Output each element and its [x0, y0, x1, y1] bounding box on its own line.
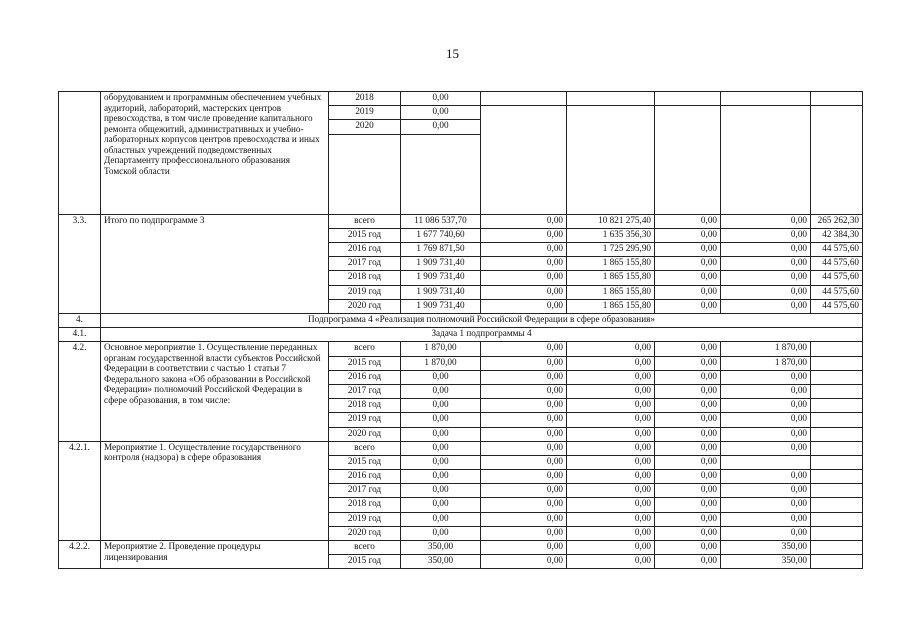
- value-cell: 350,00: [721, 555, 811, 569]
- empty-cell: [655, 161, 721, 174]
- value-cell: 1 870,00: [401, 342, 481, 356]
- value-cell: [811, 106, 863, 120]
- value-cell: 0,00: [481, 484, 567, 498]
- empty-cell: [655, 187, 721, 200]
- empty-cell: [329, 134, 401, 148]
- value-cell: 1 769 871,50: [401, 243, 481, 257]
- empty-cell: [655, 148, 721, 161]
- empty-cell: [401, 148, 481, 161]
- value-cell: [481, 106, 567, 120]
- value-cell: 0,00: [401, 399, 481, 413]
- row-number-cell: [59, 92, 101, 215]
- value-cell: 350,00: [721, 541, 811, 555]
- empty-cell: [721, 134, 811, 148]
- row-number: 4.2.1.: [59, 441, 101, 540]
- value-cell: 0,00: [481, 356, 567, 370]
- value-cell: 1 865 155,80: [567, 285, 655, 299]
- value-cell: 0,00: [721, 470, 811, 484]
- empty-cell: [811, 134, 863, 148]
- value-cell: [481, 92, 567, 106]
- year-cell: 2017 год: [329, 384, 401, 398]
- empty-cell: [329, 187, 401, 200]
- value-cell: [721, 455, 811, 469]
- value-cell: 0,00: [567, 356, 655, 370]
- value-cell: 0,00: [567, 498, 655, 512]
- table-row: [59, 541, 863, 555]
- empty-cell: [811, 174, 863, 187]
- empty-cell: [721, 201, 811, 215]
- year-cell: 2020 год: [329, 299, 401, 313]
- value-cell: 0,00: [655, 555, 721, 569]
- value-cell: 1 909 731,40: [401, 271, 481, 285]
- value-cell: 0,00: [721, 526, 811, 540]
- empty-cell: [721, 174, 811, 187]
- value-cell: 0,00: [401, 413, 481, 427]
- value-cell: 0,00: [401, 484, 481, 498]
- value-cell: 1 865 155,80: [567, 299, 655, 313]
- value-cell: 0,00: [567, 541, 655, 555]
- value-cell: 0,00: [481, 427, 567, 441]
- year-cell: всего: [329, 541, 401, 555]
- value-cell: 0,00: [655, 441, 721, 455]
- value-cell: 0,00: [567, 384, 655, 398]
- value-cell: 0,00: [481, 384, 567, 398]
- subprogram-row: [59, 314, 863, 328]
- year-cell: 2018 год: [329, 399, 401, 413]
- empty-cell: [811, 161, 863, 174]
- value-cell: [811, 541, 863, 555]
- value-cell: 0,00: [401, 427, 481, 441]
- value-cell: [811, 92, 863, 106]
- empty-cell: [655, 134, 721, 148]
- value-cell: [721, 92, 811, 106]
- value-cell: 0,00: [655, 370, 721, 384]
- value-cell: 0,00: [481, 243, 567, 257]
- year-cell: 2015 год: [329, 228, 401, 242]
- value-cell: 0,00: [401, 526, 481, 540]
- value-cell: 1 677 740,60: [401, 228, 481, 242]
- year-cell: 2020 год: [329, 427, 401, 441]
- empty-cell: [401, 201, 481, 215]
- value-cell: 265 262,30: [811, 214, 863, 228]
- year-cell: всего: [329, 342, 401, 356]
- empty-cell: [655, 201, 721, 215]
- value-cell: 0,00: [655, 427, 721, 441]
- empty-cell: [567, 174, 655, 187]
- value-cell: 0,00: [567, 455, 655, 469]
- empty-cell: [401, 134, 481, 148]
- value-cell: 0,00: [481, 541, 567, 555]
- value-cell: 0,00: [655, 484, 721, 498]
- value-cell: [811, 370, 863, 384]
- value-cell: 0,00: [721, 498, 811, 512]
- value-cell: 0,00: [401, 106, 481, 120]
- table-row: [59, 92, 863, 106]
- year-cell: 2019 год: [329, 413, 401, 427]
- value-cell: 0,00: [567, 427, 655, 441]
- value-cell: 1 865 155,80: [567, 257, 655, 271]
- year-cell: всего: [329, 441, 401, 455]
- value-cell: [721, 120, 811, 134]
- empty-cell: [721, 148, 811, 161]
- empty-cell: [481, 187, 567, 200]
- row-description: Итого по подпрограмме 3: [101, 214, 329, 313]
- value-cell: 0,00: [655, 285, 721, 299]
- empty-cell: [481, 201, 567, 215]
- table-row: [59, 342, 863, 356]
- year-cell: 2015 год: [329, 555, 401, 569]
- year-cell: 2016 год: [329, 470, 401, 484]
- year-cell: 2020 год: [329, 526, 401, 540]
- value-cell: 0,00: [401, 512, 481, 526]
- value-cell: 44 575,60: [811, 299, 863, 313]
- value-cell: 0,00: [567, 441, 655, 455]
- empty-cell: [567, 161, 655, 174]
- value-cell: 0,00: [655, 455, 721, 469]
- value-cell: 0,00: [655, 299, 721, 313]
- value-cell: [811, 512, 863, 526]
- value-cell: 0,00: [481, 455, 567, 469]
- value-cell: 44 575,60: [811, 257, 863, 271]
- year-cell: 2015 год: [329, 455, 401, 469]
- value-cell: 0,00: [481, 526, 567, 540]
- value-cell: 1 725 295,90: [567, 243, 655, 257]
- empty-cell: [481, 174, 567, 187]
- row-number: 4.2.: [59, 342, 101, 441]
- value-cell: 44 575,60: [811, 243, 863, 257]
- year-cell: 2018 год: [329, 271, 401, 285]
- value-cell: 0,00: [655, 470, 721, 484]
- row-number: 4.: [59, 314, 101, 328]
- value-cell: [481, 120, 567, 134]
- empty-cell: [481, 134, 567, 148]
- value-cell: 0,00: [481, 498, 567, 512]
- empty-cell: [329, 148, 401, 161]
- year-cell: 2018 год: [329, 498, 401, 512]
- value-cell: 0,00: [481, 299, 567, 313]
- empty-cell: [811, 201, 863, 215]
- value-cell: 0,00: [567, 484, 655, 498]
- year-cell: 2016 год: [329, 243, 401, 257]
- value-cell: 0,00: [655, 512, 721, 526]
- value-cell: 0,00: [567, 370, 655, 384]
- value-cell: 0,00: [721, 214, 811, 228]
- value-cell: 0,00: [655, 271, 721, 285]
- value-cell: 1 909 731,40: [401, 299, 481, 313]
- value-cell: 0,00: [721, 413, 811, 427]
- row-number: 4.1.: [59, 328, 101, 342]
- task-row: [59, 328, 863, 342]
- value-cell: 0,00: [655, 526, 721, 540]
- empty-cell: [567, 148, 655, 161]
- value-cell: 1 909 731,40: [401, 285, 481, 299]
- value-cell: 0,00: [481, 271, 567, 285]
- value-cell: [721, 106, 811, 120]
- empty-cell: [401, 161, 481, 174]
- empty-cell: [811, 187, 863, 200]
- value-cell: [655, 106, 721, 120]
- value-cell: 0,00: [481, 413, 567, 427]
- value-cell: 0,00: [567, 512, 655, 526]
- value-cell: 0,00: [481, 342, 567, 356]
- value-cell: 0,00: [655, 498, 721, 512]
- empty-cell: [567, 134, 655, 148]
- value-cell: 0,00: [401, 370, 481, 384]
- year-cell: 2017 год: [329, 257, 401, 271]
- value-cell: 0,00: [481, 228, 567, 242]
- value-cell: 0,00: [721, 384, 811, 398]
- value-cell: 0,00: [401, 92, 481, 106]
- row-number: 3.3.: [59, 214, 101, 313]
- value-cell: [811, 484, 863, 498]
- value-cell: 0,00: [481, 399, 567, 413]
- value-cell: 1 870,00: [721, 356, 811, 370]
- value-cell: [811, 441, 863, 455]
- value-cell: 0,00: [721, 512, 811, 526]
- row-description: Основное мероприятие 1. Осуществление переданных органам государственной власти субъектов Российской Федерации в соответствии с частью 1 статьи 7 Федерального закона «Об образовании в Российской Федерации» полномочий Российской Федерации в сфере образования, в том числе:: [101, 342, 329, 441]
- empty-cell: [329, 174, 401, 187]
- value-cell: 0,00: [401, 120, 481, 134]
- value-cell: 1 870,00: [721, 342, 811, 356]
- table-row: [59, 441, 863, 455]
- value-cell: [655, 92, 721, 106]
- value-cell: [811, 384, 863, 398]
- year-cell: 2019: [329, 106, 401, 120]
- value-cell: 0,00: [721, 243, 811, 257]
- empty-cell: [721, 161, 811, 174]
- value-cell: 0,00: [655, 228, 721, 242]
- value-cell: 0,00: [655, 413, 721, 427]
- value-cell: 0,00: [401, 441, 481, 455]
- value-cell: 0,00: [481, 470, 567, 484]
- empty-cell: [567, 187, 655, 200]
- empty-cell: [401, 174, 481, 187]
- value-cell: 1 909 731,40: [401, 257, 481, 271]
- value-cell: 0,00: [721, 299, 811, 313]
- value-cell: 44 575,60: [811, 271, 863, 285]
- value-cell: 0,00: [655, 384, 721, 398]
- value-cell: 0,00: [481, 285, 567, 299]
- value-cell: 0,00: [401, 384, 481, 398]
- value-cell: 0,00: [401, 470, 481, 484]
- value-cell: 0,00: [721, 257, 811, 271]
- page-number: 15: [446, 46, 459, 61]
- value-cell: [567, 106, 655, 120]
- value-cell: 1 865 155,80: [567, 271, 655, 285]
- subprogram-title: Подпрограмма 4 «Реализация полномочий Российской Федерации в сфере образования»: [101, 314, 863, 328]
- row-description: оборудованием и программным обеспечением учебных аудиторий, лабораторий, мастерских центров превосходства, в том числе проведение капитального ремонта общежитий, административных и учебно-лабораторных корпусов центров превосходства и иных областных учреждений подведомственных Департаменту профессионального образования Томской области: [101, 92, 329, 215]
- value-cell: 0,00: [567, 470, 655, 484]
- value-cell: 0,00: [721, 399, 811, 413]
- value-cell: [811, 356, 863, 370]
- value-cell: 42 384,30: [811, 228, 863, 242]
- value-cell: 350,00: [401, 555, 481, 569]
- value-cell: [811, 526, 863, 540]
- value-cell: 0,00: [655, 214, 721, 228]
- value-cell: 0,00: [401, 455, 481, 469]
- year-cell: 2016 год: [329, 370, 401, 384]
- value-cell: [811, 399, 863, 413]
- value-cell: 0,00: [655, 342, 721, 356]
- year-cell: 2015 год: [329, 356, 401, 370]
- value-cell: 0,00: [567, 399, 655, 413]
- budget-table: [58, 91, 863, 569]
- value-cell: [811, 120, 863, 134]
- value-cell: [655, 120, 721, 134]
- empty-cell: [655, 174, 721, 187]
- empty-cell: [567, 201, 655, 215]
- value-cell: [811, 498, 863, 512]
- year-cell: 2017 год: [329, 484, 401, 498]
- value-cell: [811, 342, 863, 356]
- row-description: Мероприятие 2. Проведение процедуры лицензирования: [101, 541, 329, 569]
- table-row: [59, 214, 863, 228]
- value-cell: 11 086 537,70: [401, 214, 481, 228]
- year-cell: 2019 год: [329, 512, 401, 526]
- value-cell: 0,00: [721, 441, 811, 455]
- value-cell: 0,00: [655, 399, 721, 413]
- empty-cell: [481, 148, 567, 161]
- value-cell: [811, 413, 863, 427]
- value-cell: 0,00: [655, 257, 721, 271]
- value-cell: [811, 470, 863, 484]
- value-cell: 0,00: [567, 342, 655, 356]
- row-number: 4.2.2.: [59, 541, 101, 569]
- value-cell: 0,00: [401, 498, 481, 512]
- value-cell: 0,00: [721, 271, 811, 285]
- value-cell: [567, 120, 655, 134]
- year-cell: 2020: [329, 120, 401, 134]
- value-cell: 0,00: [721, 484, 811, 498]
- value-cell: [811, 455, 863, 469]
- value-cell: 0,00: [481, 257, 567, 271]
- value-cell: 0,00: [481, 512, 567, 526]
- value-cell: 0,00: [655, 541, 721, 555]
- year-cell: всего: [329, 214, 401, 228]
- value-cell: 0,00: [721, 427, 811, 441]
- empty-cell: [401, 187, 481, 200]
- value-cell: 1 870,00: [401, 356, 481, 370]
- value-cell: 10 821 275,40: [567, 214, 655, 228]
- year-cell: 2019 год: [329, 285, 401, 299]
- value-cell: 0,00: [567, 555, 655, 569]
- empty-cell: [481, 161, 567, 174]
- value-cell: [567, 92, 655, 106]
- value-cell: 1 635 356,30: [567, 228, 655, 242]
- value-cell: 0,00: [481, 370, 567, 384]
- value-cell: 0,00: [721, 370, 811, 384]
- value-cell: 0,00: [721, 228, 811, 242]
- value-cell: 0,00: [655, 243, 721, 257]
- empty-cell: [329, 161, 401, 174]
- value-cell: 0,00: [481, 555, 567, 569]
- value-cell: 0,00: [721, 285, 811, 299]
- value-cell: 350,00: [401, 541, 481, 555]
- row-description: Мероприятие 1. Осуществление государственного контроля (надзора) в сфере образования: [101, 441, 329, 540]
- value-cell: [811, 555, 863, 569]
- value-cell: 0,00: [481, 441, 567, 455]
- empty-cell: [721, 187, 811, 200]
- value-cell: 0,00: [567, 526, 655, 540]
- value-cell: 0,00: [567, 413, 655, 427]
- value-cell: 44 575,60: [811, 285, 863, 299]
- empty-cell: [329, 201, 401, 215]
- budget-table-body: [59, 92, 863, 569]
- value-cell: 0,00: [655, 356, 721, 370]
- task-title: Задача 1 подпрограммы 4: [101, 328, 863, 342]
- value-cell: [811, 427, 863, 441]
- value-cell: 0,00: [481, 214, 567, 228]
- year-cell: 2018: [329, 92, 401, 106]
- empty-cell: [811, 148, 863, 161]
